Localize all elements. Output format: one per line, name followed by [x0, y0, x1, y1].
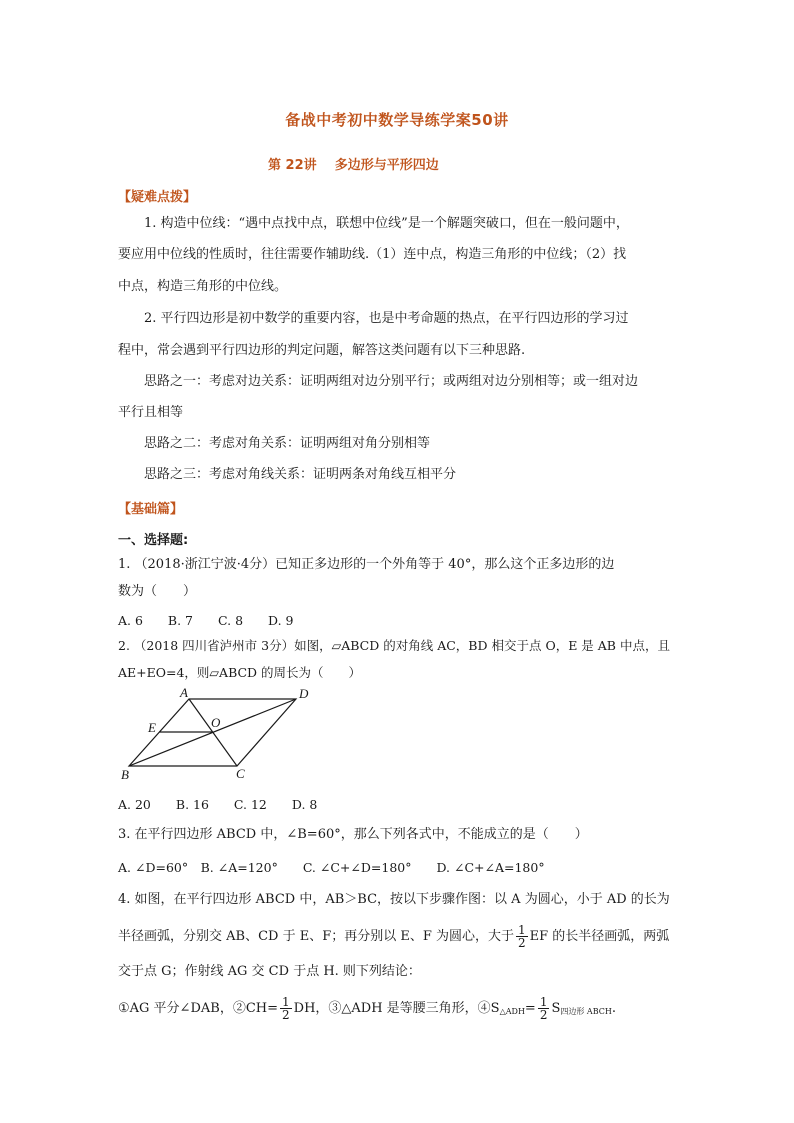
question-4-line-1: 4. 如图，在平行四边形 ABCD 中，AB＞BC，按以下步骤作图：以 A 为圆心，小于 AD 的长为	[118, 892, 670, 907]
point-2-line-1: 2. 平行四边形是初中数学的重要内容，也是中考命题的热点，在平行四边形的学习过	[144, 311, 629, 326]
question-4-conclusions	[118, 992, 616, 1029]
point-1-line-1: 1. 构造中位线：“遇中点找中点，联想中位线”是一个解题突破口，但在一般问题中，	[144, 216, 629, 231]
idea-1-line-2: 平行且相等	[118, 405, 184, 420]
fraction-half-2	[280, 996, 292, 1021]
question-3-options: A. ∠D=60° B. ∠A=120° C. ∠C+∠D=180° D. ∠C+∠A=180°	[118, 860, 545, 875]
lecture-subtitle	[268, 154, 439, 173]
fraction-numerator: 1	[539, 995, 548, 1009]
label-a: A	[180, 685, 188, 700]
lecture-number: 第 22讲	[268, 158, 317, 173]
question-4-line-2-text: 半径画弧，分别交 AB、CD 于 E、F；再分别以 E、F 为圆心，大于	[118, 929, 514, 944]
conclusion-3-4: DH，③△ADH 是等腰三角形，④S	[293, 1001, 500, 1016]
fraction-numerator: 1	[518, 923, 526, 937]
question-1-options: A. 6 B. 7 C. 8 D. 9	[118, 613, 294, 628]
point-2-line-2: 程中，常会遇到平行四边形的判定问题，解答这类问题有以下三种思路.	[118, 343, 526, 358]
label-d: D	[299, 686, 309, 701]
subscript-adh: △ADH	[499, 1007, 525, 1016]
conclusion-1-2: ①AG 平分∠DAB，②CH=	[118, 1001, 278, 1016]
question-1-line-1: 1. （2018·浙江宁波·4分）已知正多边形的一个外角等于 40°，那么这个正多边形的边	[118, 557, 615, 572]
question-2-line-1: 2. （2018 四川省泸州市 3分）如图，▱ABCD 的对角线 AC，BD 相交于点 O，E 是 AB 中点，且	[118, 638, 670, 653]
fraction-denominator: 2	[539, 1008, 548, 1022]
question-4-line-2-text-b: EF 的长半径画弧，两弧	[529, 929, 670, 944]
section-difficult-points: 【疑难点拨】	[118, 190, 197, 205]
idea-3: 思路之三：考虑对角线关系：证明两条对角线互相平分	[144, 467, 457, 482]
fraction-numerator: 1	[282, 995, 290, 1009]
question-1-line-2: 数为（ ）	[118, 584, 197, 599]
question-3-line-1: 3. 在平行四边形 ABCD 中，∠B=60°，那么下列各式中，不能成立的是（ ）	[118, 827, 588, 842]
section-basic: 【基础篇】	[118, 502, 184, 517]
label-o: O	[211, 715, 221, 730]
subscript-abch: 四边形 ABCH	[560, 1007, 612, 1016]
parallelogram-figure	[112, 684, 322, 784]
lecture-topic: 多边形与平形四边	[334, 158, 439, 173]
idea-1-line-1: 思路之一：考虑对边关系：证明两组对边分别平行；或两组对边分别相等；或一组对边	[144, 374, 639, 389]
point-1-line-3: 中点，构造三角形的中位线。	[118, 279, 288, 294]
label-b: B	[121, 767, 129, 782]
fraction-denominator: 2	[518, 936, 526, 950]
point-1-line-2: 要应用中位线的性质时，往往需要作辅助线.（1）连中点，构造三角形的中位线；（2）找	[118, 247, 627, 262]
document-title: 备战中考初中数学导练学案50讲	[285, 111, 509, 129]
period: .	[611, 1001, 616, 1016]
label-c: C	[236, 766, 245, 781]
question-4-line-2	[118, 922, 669, 952]
question-4-line-3: 交于点 G；作射线 AG 交 CD 于点 H. 则下列结论：	[118, 964, 421, 979]
fraction-half	[516, 924, 528, 949]
choice-heading: 一、选择题:	[118, 533, 189, 548]
idea-2: 思路之二：考虑对角关系：证明两组对角分别相等	[144, 436, 431, 451]
fraction-denominator: 2	[282, 1008, 290, 1022]
equals-sign: =	[524, 1001, 536, 1016]
question-2-options: A. 20 B. 16 C. 12 D. 8	[118, 797, 318, 812]
question-2-line-2: AE+EO=4，则▱ABCD 的周长为（ ）	[118, 665, 362, 680]
label-e: E	[148, 720, 156, 735]
area-s: S	[551, 1001, 561, 1016]
fraction-half-3	[538, 996, 550, 1021]
